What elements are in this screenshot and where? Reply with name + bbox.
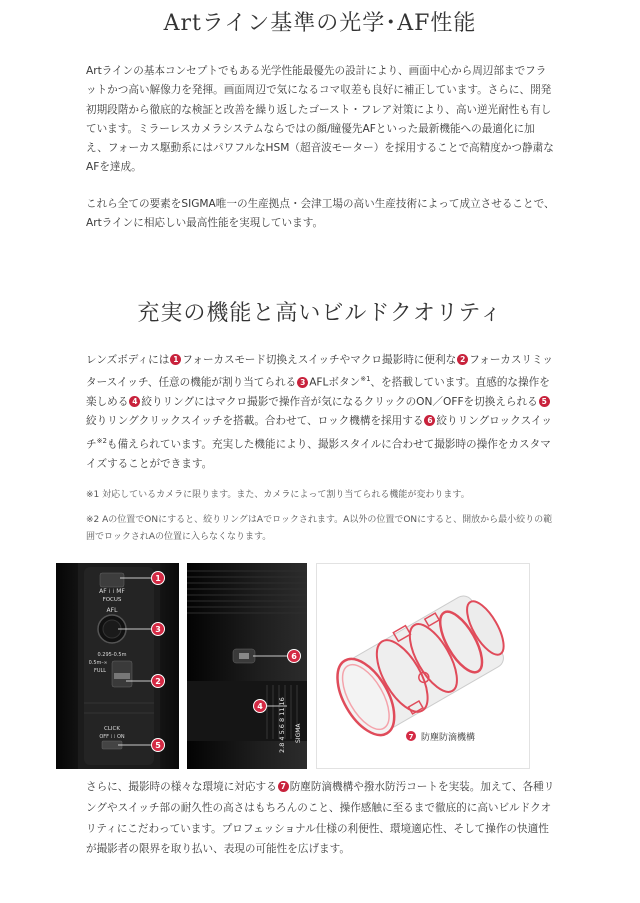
text-segment: フォーカスモード切換えスイッチやマクロ撮影時に便利な (182, 354, 457, 366)
text-segment: 防塵防滴機構や撥水防汚コートを実装。加えて、各種リングやスイッチ部の耐久性の高さはもちろんのこと、操作感触に至るまで徹底的に高いビルドクオリティにこだわっています。プロフェッショナル仕様の利便性、環境適応性、そして操作の快適性が撮影者の限界を取り払い、表現の可能性を広げます。 (86, 781, 555, 856)
click-label: CLICK (104, 726, 120, 732)
range2-label: 0.5m-∞ (88, 660, 108, 666)
section-title-optics: Artライン基準の光学･AF性能 (163, 11, 477, 36)
focus-label: FOCUS (102, 597, 122, 603)
aperture-ring-photo (187, 563, 307, 769)
text-segment: も備えられています。充実した機能により、撮影スタイルに合わせて撮影時の操作をカスタマイズすることができます。 (86, 438, 551, 470)
brand-label: SIGMA (295, 723, 302, 743)
footnote-ref-1: ※1 (360, 375, 371, 384)
number-badge-5: 5 (539, 396, 550, 407)
text-segment: AFLボタン (309, 376, 361, 389)
marker-4: 4 (253, 699, 267, 713)
afl-label: AFL (106, 607, 118, 614)
marker-5: 5 (151, 738, 165, 752)
marker-3: 3 (151, 622, 165, 636)
f-scale-label: 2.8 4 5.6 8 11 16 (278, 697, 286, 753)
number-badge-2: 2 (457, 354, 468, 365)
paragraph-features (86, 351, 556, 474)
text-segment: フォーカスリミッタースイッチ、任意の機能が割り当てられる (86, 354, 553, 389)
number-badge-6: 6 (424, 415, 435, 426)
marker-1: 1 (151, 571, 165, 585)
text-segment: 絞りリングロックスイッチ (86, 415, 552, 451)
marker-2: 2 (151, 674, 165, 688)
text-segment: レンズボディには (86, 354, 170, 366)
off-on-label: OFF ⁞ ⁞ ON (99, 734, 125, 740)
text-segment: さらに、撮影時の様々な環境に対応する (86, 781, 277, 793)
text-segment: 、を搭載しています。直感的な操作を楽しめる (86, 376, 550, 409)
af-mf-label: AF ⁞ ⁞ MF (99, 588, 125, 595)
number-badge-3: 3 (297, 377, 308, 388)
text-segment: 絞りリングクリックスイッチを搭載。合わせて、ロック機構を採用する (86, 415, 424, 428)
marker-6: 6 (287, 649, 301, 663)
number-badge-1: 1 (170, 354, 181, 365)
weather-sealing-diagram (316, 563, 530, 769)
lens-switches-photo (56, 563, 179, 769)
paragraph-build-quality (86, 777, 556, 860)
range1-label: 0.295-0.5m (97, 652, 127, 658)
marker-7: 7 (405, 730, 417, 742)
number-badge-7: 7 (278, 781, 289, 792)
aperture-ring-illustration (187, 563, 307, 769)
footnote-2: ※2 Aの位置でONにすると、絞りリングはAでロックされます。A以外の位置でONにすると、開放から最小絞りの範囲でロックされAの位置に入らなくなります。 (86, 515, 553, 542)
footnote-1: ※1 対応しているカメラに限ります。また、カメラによって割り当てられる機能が変わります。 (86, 490, 470, 500)
footnote-ref-2: ※2 (96, 436, 107, 445)
section-title-features: 充実の機能と高いビルドクオリティ (137, 301, 503, 326)
number-badge-4: 4 (129, 396, 140, 407)
paragraph-optics: Artラインの基本コンセプトでもある光学性能最優先の設計により、画面中心から周辺部までフラットかつ高い解像力を発揮。画面周辺で気になるコマ収差も良好に補正しています。さらに、開発初期段階から徹底的な検証と改善を繰り返したゴースト・フレア対策により、高い逆光耐性も有しています。ミラーレスカメラシステムならではの顔/瞳優先AFといった最新機能への最適化に加え、フォーカス駆動系にはパワフルなHSM（超音波モーター）を採用することで高精度かつ静粛なAFを達成。 (86, 65, 554, 174)
weather-sealing-caption: 防塵防滴機構 (421, 733, 476, 743)
paragraph-production: これら全ての要素をSIGMA唯一の生産拠点・会津工場の高い生産技術によって成立させることで、Artラインに相応しい最高性能を実現しています。 (86, 198, 555, 230)
text-segment: 絞りリングにはマクロ撮影で操作音が気になるクリックのON／OFFを切換えられる (141, 396, 538, 409)
full-label: FULL (93, 668, 107, 674)
